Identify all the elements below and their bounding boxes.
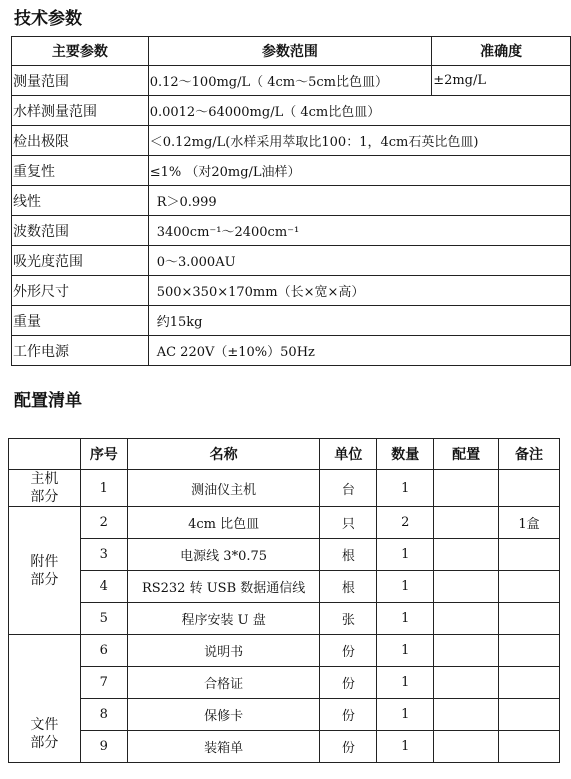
row-name: 说明书 xyxy=(127,635,320,667)
param-key: 波数范围 xyxy=(12,216,149,246)
row-name: 合格证 xyxy=(127,667,320,699)
table-row xyxy=(9,470,560,507)
row-name: 保修卡 xyxy=(127,699,320,731)
param-value: 3400cm⁻¹～2400cm⁻¹ xyxy=(148,216,570,246)
row-note xyxy=(499,603,560,635)
row-qty: 1 xyxy=(377,470,434,507)
row-note xyxy=(499,699,560,731)
row-config xyxy=(434,507,499,539)
table-row xyxy=(12,156,571,186)
header-unit: 单位 xyxy=(320,439,377,470)
row-note xyxy=(499,571,560,603)
row-unit: 根 xyxy=(320,539,377,571)
row-config xyxy=(434,571,499,603)
param-key: 工作电源 xyxy=(12,336,149,366)
param-value: 500×350×170mm（长×宽×高） xyxy=(148,276,570,306)
param-value: ≤1% （对20mg/L油样） xyxy=(148,156,570,186)
row-no: 5 xyxy=(80,603,127,635)
param-key: 重量 xyxy=(12,306,149,336)
header-range: 参数范围 xyxy=(148,37,431,66)
row-name: 装箱单 xyxy=(127,731,320,763)
row-note xyxy=(499,470,560,507)
row-qty: 1 xyxy=(377,635,434,667)
header-name: 名称 xyxy=(127,439,320,470)
section-title-specs: 技术参数 xyxy=(14,9,82,29)
table-row xyxy=(9,603,560,635)
row-no: 3 xyxy=(80,539,127,571)
row-qty: 1 xyxy=(377,603,434,635)
row-no: 6 xyxy=(80,635,127,667)
table-row xyxy=(9,731,560,763)
table-row xyxy=(9,699,560,731)
row-name: 电源线 3*0.75 xyxy=(127,539,320,571)
group-docs: 文件 部分 xyxy=(9,635,81,763)
param-value: 0.0012～64000mg/L（ 4cm比色皿） xyxy=(148,96,570,126)
table-row xyxy=(12,216,571,246)
row-unit: 份 xyxy=(320,699,377,731)
section-title-config: 配置清单 xyxy=(14,391,82,411)
group-host: 主机 部分 xyxy=(9,470,81,507)
row-note: 1盒 xyxy=(499,507,560,539)
row-note xyxy=(499,731,560,763)
header-accuracy: 准确度 xyxy=(432,37,571,66)
param-key: 线性 xyxy=(12,186,149,216)
row-name: 程序安装 U 盘 xyxy=(127,603,320,635)
row-name: RS232 转 USB 数据通信线 xyxy=(127,571,320,603)
table-row xyxy=(12,96,571,126)
row-qty: 1 xyxy=(377,571,434,603)
row-no: 2 xyxy=(80,507,127,539)
row-config xyxy=(434,635,499,667)
specs-table xyxy=(11,36,571,366)
group-accessory: 附件 部分 xyxy=(9,507,81,635)
row-config xyxy=(434,731,499,763)
row-unit: 张 xyxy=(320,603,377,635)
row-config xyxy=(434,667,499,699)
table-row xyxy=(12,306,571,336)
param-key: 测量范围 xyxy=(12,66,149,96)
param-value: 0.12～100mg/L（ 4cm～5cm比色皿） xyxy=(148,66,431,96)
row-qty: 1 xyxy=(377,539,434,571)
row-no: 7 xyxy=(80,667,127,699)
config-header-row xyxy=(9,439,560,470)
param-key: 外形尺寸 xyxy=(12,276,149,306)
row-qty: 2 xyxy=(377,507,434,539)
specs-header-row xyxy=(12,37,571,66)
table-row xyxy=(12,66,571,96)
param-value: AC 220V（±10%）50Hz xyxy=(148,336,570,366)
table-row xyxy=(12,246,571,276)
row-note xyxy=(499,667,560,699)
row-no: 4 xyxy=(80,571,127,603)
row-qty: 1 xyxy=(377,699,434,731)
header-qty: 数量 xyxy=(377,439,434,470)
table-row xyxy=(12,336,571,366)
row-config xyxy=(434,470,499,507)
row-name: 4cm 比色皿 xyxy=(127,507,320,539)
row-unit: 根 xyxy=(320,571,377,603)
row-config xyxy=(434,539,499,571)
table-row xyxy=(9,507,560,539)
param-key: 吸光度范围 xyxy=(12,246,149,276)
header-blank xyxy=(9,439,81,470)
config-table xyxy=(8,438,560,763)
row-config xyxy=(434,603,499,635)
param-accuracy: ±2mg/L xyxy=(432,66,571,96)
param-value: ＜0.12mg/L(水样采用萃取比100：1，4cm石英比色皿) xyxy=(148,126,570,156)
row-no: 9 xyxy=(80,731,127,763)
table-row xyxy=(9,667,560,699)
param-value: 约15kg xyxy=(148,306,570,336)
table-row xyxy=(12,186,571,216)
row-unit: 份 xyxy=(320,635,377,667)
table-row xyxy=(12,126,571,156)
row-note xyxy=(499,539,560,571)
table-row xyxy=(9,635,560,667)
row-note xyxy=(499,635,560,667)
row-name: 测油仪主机 xyxy=(127,470,320,507)
row-qty: 1 xyxy=(377,667,434,699)
param-value: 0～3.000AU xyxy=(148,246,570,276)
row-unit: 台 xyxy=(320,470,377,507)
row-unit: 份 xyxy=(320,731,377,763)
header-param: 主要参数 xyxy=(12,37,149,66)
table-row xyxy=(12,276,571,306)
row-no: 8 xyxy=(80,699,127,731)
param-key: 检出极限 xyxy=(12,126,149,156)
param-key: 重复性 xyxy=(12,156,149,186)
header-note: 备注 xyxy=(499,439,560,470)
header-config: 配置 xyxy=(434,439,499,470)
row-unit: 份 xyxy=(320,667,377,699)
row-config xyxy=(434,699,499,731)
row-unit: 只 xyxy=(320,507,377,539)
row-no: 1 xyxy=(80,470,127,507)
table-row xyxy=(9,539,560,571)
param-value: R＞0.999 xyxy=(148,186,570,216)
header-no: 序号 xyxy=(80,439,127,470)
param-key: 水样测量范围 xyxy=(12,96,149,126)
table-row xyxy=(9,571,560,603)
row-qty: 1 xyxy=(377,731,434,763)
